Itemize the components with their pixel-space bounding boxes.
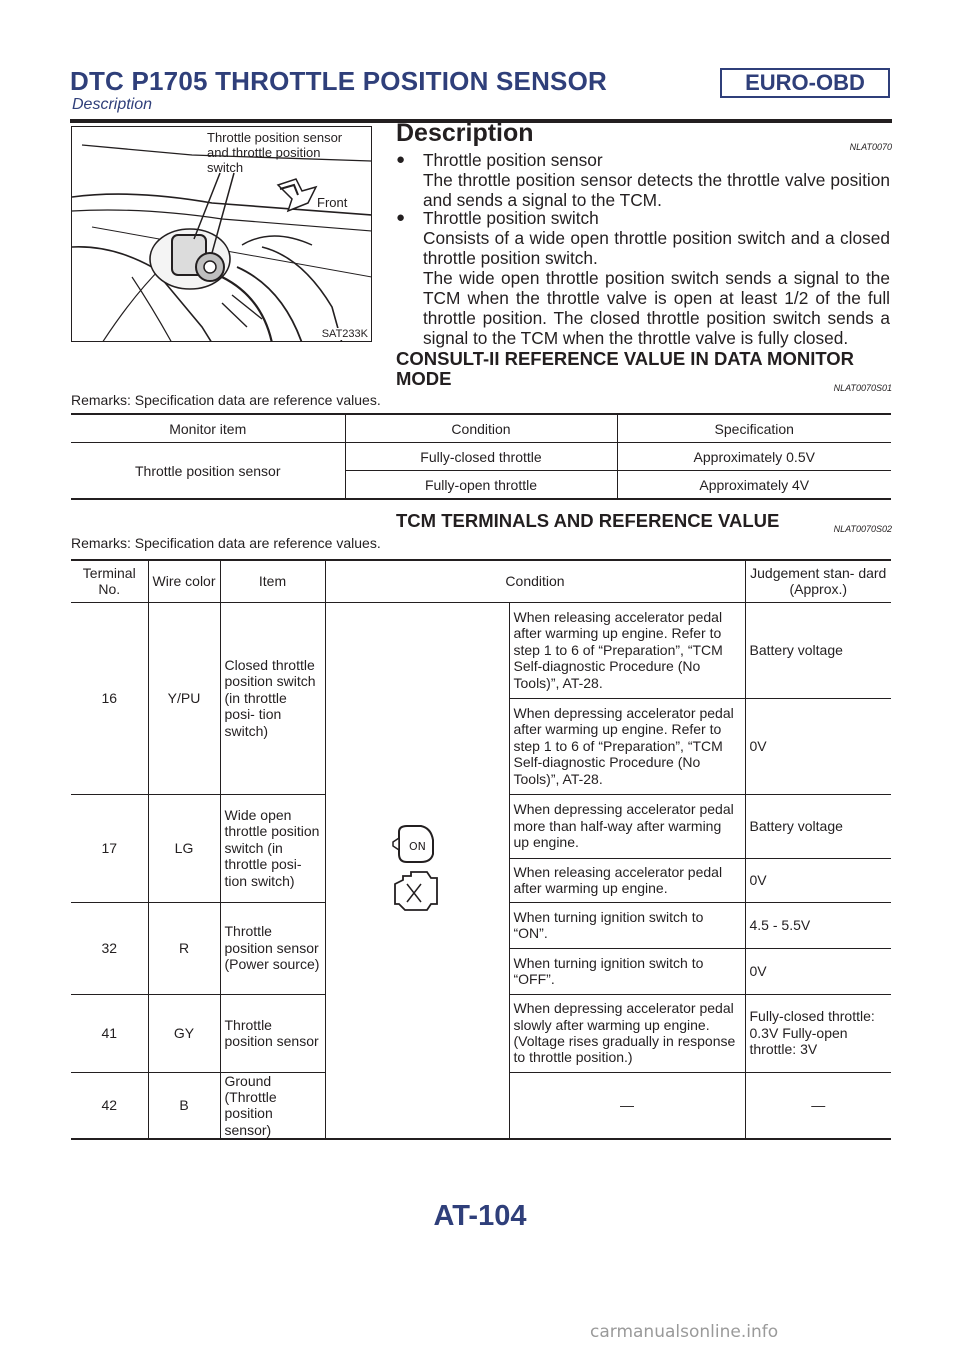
terminal-cell: 41 [71,994,148,1072]
header-terminal: Terminal No. [71,560,148,602]
condition-cell: Fully-open throttle [345,471,617,500]
figure-label-line1: Throttle position sensor [207,130,343,145]
model-badge: EURO-OBD [720,68,890,98]
description-code: NLAT0070 [849,142,892,152]
condition-cell: — [509,1072,745,1139]
wire-cell: GY [148,994,220,1072]
wire-cell: B [148,1072,220,1139]
item-cell: Throttle position sensor (Power source) [220,902,325,994]
bullet-title: Throttle position sensor [423,150,603,170]
tcm-heading: TCM TERMINALS AND REFERENCE VALUE [396,510,780,531]
consult-heading-line1: CONSULT-II REFERENCE VALUE IN DATA MONITOR [396,348,855,369]
condition-icons-cell [325,602,509,1139]
item-cell: Ground (Throttle position sensor) [220,1072,325,1139]
condition-cell: When turning ignition switch to “ON”. [509,902,745,948]
bullet-title: Throttle position switch [423,208,599,228]
judgement-cell: Battery voltage [745,794,891,858]
bullet-text-2: The wide open throttle position switch sends a signal to the TCM when the throttle valve is open at least 1/2 of the full throttle position. The closed throttle position switch sends a signal to the TCM when the throttle valve is fully closed. [423,268,890,348]
spec-cell: Approximately 0.5V [617,443,891,471]
consult-reference-table [71,413,891,500]
table-row [71,602,891,698]
bullet-text: The throttle position sensor detects the throttle valve position and sends a signal to the TCM. [423,170,890,210]
item-cell: Closed throttle position switch (in throttle posi- tion switch) [220,602,325,794]
wire-cell: Y/PU [148,602,220,794]
tcm-terminal-table [71,559,891,1140]
consult-remarks: Remarks: Specification data are reference values. [71,392,381,408]
page-title: DTC P1705 THROTTLE POSITION SENSOR [70,66,607,96]
watermark: carmanualsonline.info [590,1322,779,1342]
judgement-cell: — [745,1072,891,1139]
wire-cell: R [148,902,220,994]
bullet-icon: ● [396,151,406,168]
terminal-cell: 42 [71,1072,148,1139]
page-number: AT-104 [433,1200,527,1232]
ignition-key-icon [387,824,447,914]
header-judgement: Judgement stan- dard (Approx.) [745,560,891,602]
condition-cell: When depressing accelerator pedal slowly after warming up engine. (Voltage rises gradually in response to throttle position.) [509,994,745,1072]
bullet-icon: ● [396,209,406,226]
figure-code: SAT233K [321,328,368,340]
page-subtitle: Description [72,96,153,113]
svg-text:ON: ON [409,839,426,853]
consult-heading-line2: MODE [396,368,452,389]
table-header-row [71,414,891,443]
figure-label-line2: and throttle position [207,145,321,160]
judgement-cell: 4.5 - 5.5V [745,902,891,948]
judgement-cell: 0V [745,948,891,994]
item-cell: Throttle position sensor [220,994,325,1072]
spec-cell: Approximately 4V [617,471,891,500]
bullet-text: Consists of a wide open throttle position switch and a closed throttle position switch. [423,228,890,268]
condition-cell: When releasing accelerator pedal after warming up engine. Refer to step 1 to 6 of “Preparation”, “TCM Self-diagnostic Procedure (No Tools)”, AT-28. [509,602,745,698]
terminal-cell: 32 [71,902,148,994]
description-heading: Description [396,119,534,147]
monitor-item-cell: Throttle position sensor [71,443,345,500]
table-header-row [71,560,891,602]
terminal-cell: 16 [71,602,148,794]
tcm-remarks: Remarks: Specification data are reference values. [71,535,381,551]
condition-cell: When depressing accelerator pedal more than half-way after warming up engine. [509,794,745,858]
figure-label-line3: switch [207,160,244,175]
table-row [71,443,891,471]
condition-cell: Fully-closed throttle [345,443,617,471]
condition-cell: When turning ignition switch to “OFF”. [509,948,745,994]
header-condition: Condition [325,560,745,602]
judgement-cell: 0V [745,698,891,794]
description-body [396,150,891,348]
sensor-illustration [71,126,372,342]
header-condition: Condition [345,414,617,443]
judgement-cell: Fully-closed throttle: 0.3V Fully-open throttle: 3V [745,994,891,1072]
condition-cell: When depressing accelerator pedal after warming up engine. Refer to step 1 to 6 of “Preparation”, “TCM Self-diagnostic Procedure (No Tools)”, AT-28. [509,698,745,794]
judgement-cell: Battery voltage [745,602,891,698]
judgement-cell: 0V [745,858,891,902]
wire-cell: LG [148,794,220,902]
header-specification: Specification [617,414,891,443]
condition-cell: When releasing accelerator pedal after warming up engine. [509,858,745,902]
consult-code: NLAT0070S01 [833,383,892,393]
header-wire: Wire color [148,560,220,602]
header-item: Item [220,560,325,602]
front-label: Front [317,195,348,210]
terminal-cell: 17 [71,794,148,902]
header-monitor-item: Monitor item [71,414,345,443]
item-cell: Wide open throttle position switch (in throttle posi- tion switch) [220,794,325,902]
tcm-code: NLAT0070S02 [833,524,892,534]
